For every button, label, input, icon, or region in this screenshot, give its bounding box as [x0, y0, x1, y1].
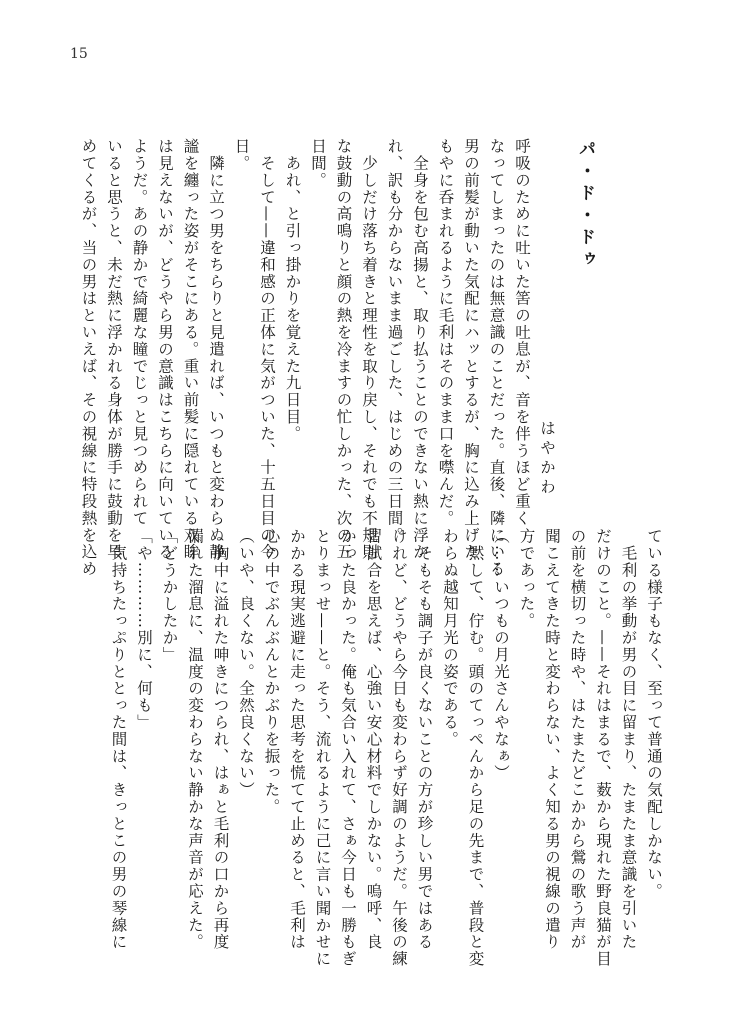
text-line: な鼓動の高鳴りと顔の熱を冷ますの忙しかった、次の五 [334, 138, 353, 561]
text-line: 聞こえてきた時と変わらない、よく知る男の視線の遣り [543, 528, 561, 951]
text-line: 心の中でぶんぶんとかぶりを振った。 [262, 528, 281, 816]
text-line: いると思うと、未だ熱に浮かれる身体が勝手に鼓動を早 [105, 138, 123, 561]
text-line: 日間。 [309, 138, 327, 189]
text-line: 謐を纏った姿がそこにある。重い前髪に隠れている双眸 [181, 138, 200, 561]
text-line: 呼吸のために吐いた筈の吐息が、音を伴うほど重く [513, 138, 531, 527]
text-line: だけのこと。——それはまるで、薮から現れた野良猫が目 [594, 528, 612, 968]
text-line: わらぬ越知月光の姿である。 [441, 528, 459, 748]
text-line: 気持ちたっぷりととった間は、きっとこの男の琴線に [109, 528, 128, 951]
text-line: そして——違和感の正体に気がついた、十五日目の今 [258, 138, 276, 561]
text-line: あれ、と引っ掛かりを覚えた九日目。 [283, 138, 302, 443]
text-line: 隣に立つ男をちらりと見遣れば、いつもと変わらぬ静 [207, 138, 225, 561]
text-line: 漏れた溜息に、温度の変わらない静かな声音が応えた。 [186, 528, 204, 951]
text-line: かった良かった。俺も気合い入れて、さぁ今日も一勝もぎ [339, 528, 357, 968]
text-line: めてくるが、当の男はといえば、その視線に特段熱を込め [79, 138, 98, 578]
text-line: かかる現実逃避に走った思考を慌てて止めると、毛利は [288, 528, 306, 951]
text-line: ている様子もなく、至って普通の気配しかない。 [645, 528, 663, 900]
text-line: （いや、良くない。全然良くない） [237, 528, 255, 799]
text-line: ようだ。あの静かで綺麗な瞳でじっと見つめられて [130, 138, 149, 527]
text-line: なってしまったのは無意識のことだった。直後、隣にいる [487, 138, 506, 578]
text-line: 日。 [232, 138, 251, 172]
lower-text-block [105, 528, 666, 968]
text-line: の前を横切った時や、はたまたどこかから鶯の歌う声が [568, 528, 587, 951]
text-line: れ、訳も分からないまま過ごした、はじめの三日間。 [385, 138, 404, 544]
story-title: パ・ド・ドゥ [575, 140, 595, 272]
text-line: とりまっせ——と。そう、流れるように己に言い聞かせに [313, 528, 332, 968]
text-line: もやに呑まれるように毛利はそのまま口を噤んだ。 [436, 138, 455, 527]
text-line: そもそも調子が良くないことの方が珍しい男ではある [415, 528, 434, 951]
text-line: 習試合を思えば、心強い安心材料でしかない。嗚呼、良 [364, 528, 383, 951]
text-line: 毛利の挙動が男の目に留まり、たまたま意識を引いた [619, 528, 638, 951]
text-line: 「や…………別に、何も」 [135, 528, 153, 731]
text-line: 「どうかしたか」 [160, 528, 179, 664]
text-line: 男の前髪が動いた気配にハッとするが、胸に込み上げた [462, 138, 480, 561]
text-line: は見えないが、どうやら男の意識はこちらに向いている [156, 138, 174, 561]
page-number: 15 [70, 46, 88, 62]
text-line: 黙して、佇む。頭のてっぺんから足の先まで、普段と変 [466, 528, 485, 968]
text-line: 全身を包む高揚と、取り払うことのできない熱に浮か [411, 138, 429, 561]
upper-text-block [75, 138, 534, 578]
author-name: はやかわ [538, 420, 556, 498]
text-line: けれど、どうやら今日も変わらず好調のようだ。午後の練 [390, 528, 408, 968]
text-line: 少しだけ落ち着きと理性を取り戻し、それでも不規則 [360, 138, 378, 561]
text-line: 方であった。 [517, 528, 536, 630]
text-line: 胸中に溢れた呻きにつられ、はぁと毛利の口から再度 [211, 528, 230, 951]
text-line: （……いつもの月光さんやなぁ） [492, 528, 510, 782]
